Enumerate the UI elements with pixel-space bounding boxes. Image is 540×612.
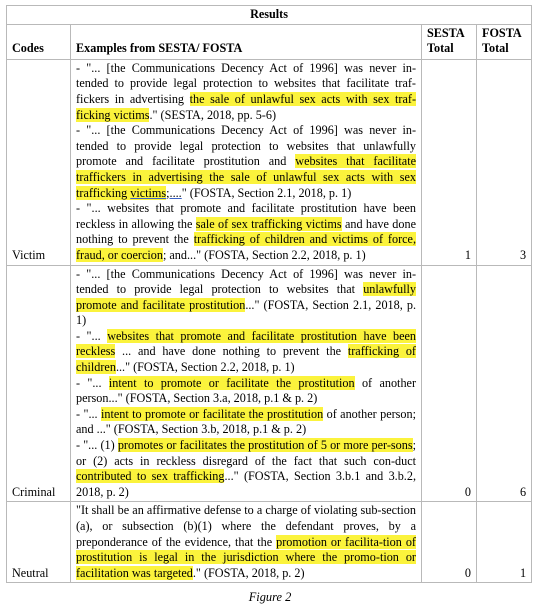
highlighted-text: websites that promote and facilitate prostitution have been reckless bbox=[76, 328, 416, 359]
fosta-total-cell: 1 bbox=[477, 502, 532, 583]
quote-text: ..." (FOSTA, Section 3.b.1 and 3.b.2, 2018, p. 2) bbox=[76, 469, 416, 499]
highlighted-text: intent to promote or facilitate the prostitution bbox=[108, 375, 355, 390]
results-table bbox=[6, 5, 532, 583]
sesta-total-cell: 1 bbox=[422, 59, 477, 265]
quote-text: - "... bbox=[76, 406, 101, 421]
quote-text: ; or (2) acts in reckless disregard of the fact that such con-duct bbox=[76, 438, 416, 468]
table-row-victim bbox=[7, 59, 532, 265]
header-fosta-total: FOSTA Total bbox=[477, 24, 532, 59]
example-quote bbox=[76, 61, 416, 123]
example-quote bbox=[76, 438, 416, 500]
code-cell: Victim bbox=[7, 59, 71, 265]
quote-text: ..." (FOSTA, Section 2.1, 2018, p. 1) bbox=[76, 297, 416, 328]
quote-text: - "... [the Communications Decency Act of 1996] was never in-tended to provide legal protection to websites that unlawfully promote and facilitate prostitution and bbox=[76, 123, 416, 169]
quote-text: ..." (FOSTA, Section 2.2, 2018, p. 1) bbox=[115, 360, 295, 375]
quote-text: of another person; and ..." (FOSTA, Section 3.b, 2018, p.1 & p. 2) bbox=[76, 406, 416, 437]
highlighted-text: trafficking of children bbox=[76, 344, 416, 375]
quote-text: ." (SESTA, 2018, pp. 5-6) bbox=[149, 107, 276, 122]
fosta-total-cell: 3 bbox=[477, 59, 532, 265]
quote-text: ;.... bbox=[166, 185, 182, 200]
quote-text: and have done nothing to prevent the bbox=[76, 216, 416, 247]
quote-text: - "... websites that promote and facilitate prostitution have been reckless in allowing the bbox=[76, 201, 416, 231]
quote-text: ... and have done nothing to prevent the bbox=[115, 344, 348, 359]
header-sesta-total: SESTA Total bbox=[422, 24, 477, 59]
highlighted-text: trafficking of children and victims of force, fraud, or coercion bbox=[76, 232, 416, 262]
example-quote bbox=[76, 267, 416, 329]
quote-text: - "... (1) bbox=[76, 438, 118, 453]
quote-text: - "... bbox=[76, 375, 109, 390]
examples-cell bbox=[71, 502, 422, 583]
quote-text: " (FOSTA, Section 2.1, 2018, p. 1) bbox=[181, 185, 352, 200]
header-row bbox=[7, 24, 532, 59]
table-row-neutral bbox=[7, 502, 532, 583]
example-quote bbox=[76, 329, 416, 376]
example-quote bbox=[76, 503, 416, 581]
quote-text: of another person..." (FOSTA, Section 3.a, 2018, p.1 & p. 2) bbox=[76, 375, 417, 406]
example-quote bbox=[76, 376, 416, 407]
examples-cell bbox=[71, 59, 422, 265]
header-codes: Codes bbox=[7, 24, 71, 59]
examples-cell bbox=[71, 265, 422, 502]
quote-text: ; and..." (FOSTA, Section 2.2, 2018, p. 1) bbox=[162, 247, 366, 262]
header-examples: Examples from SESTA/ FOSTA bbox=[71, 24, 422, 59]
highlighted-text: websites that facilitate traffickers in advertising the sale of unlawful sex acts with sex trafficking bbox=[76, 154, 417, 200]
quote-text: - "... bbox=[76, 328, 108, 343]
figure-caption: Figure 2 bbox=[248, 590, 292, 604]
quote-text: - "... [the Communications Decency Act of 1996] was never in-tended to provide legal protection to websites that facilitate traf-fickers in advertising bbox=[76, 60, 416, 106]
highlighted-text: promotion or facilita-tion of prostitution is legal in the jurisdiction where the promo-tion or facilitation was targeted bbox=[76, 534, 416, 580]
highlighted-text: the sale of unlawful sex acts with sex traf-ficking victims bbox=[76, 91, 417, 122]
quote-text: "It shall be an affirmative defense to a charge of violating sub-section (a), or subsection (b)(1) where the defendant proves, by a preponderance of the evidence, that the bbox=[76, 503, 416, 549]
code-cell: Criminal bbox=[7, 265, 71, 502]
highlighted-text: promotes or facilitates the prostitution of 5 or more per-sons bbox=[117, 438, 413, 453]
table-row-criminal bbox=[7, 265, 532, 502]
example-quote bbox=[76, 201, 416, 263]
highlighted-text: intent to promote or facilitate the prostitution bbox=[101, 406, 324, 421]
highlighted-text: sale of sex trafficking victims bbox=[195, 216, 342, 231]
highlighted-text: contributed to sex trafficking bbox=[76, 469, 225, 484]
table-title: Results bbox=[7, 6, 532, 25]
quote-text: - "... [the Communications Decency Act of 1996] was never in-tended to provide legal protection to websites that bbox=[76, 266, 416, 297]
fosta-total-cell: 6 bbox=[477, 265, 532, 502]
highlighted-text: victims bbox=[130, 185, 167, 200]
highlighted-text: unlawfully promote and facilitate prostitution bbox=[76, 282, 416, 312]
example-quote bbox=[76, 407, 416, 438]
example-quote bbox=[76, 123, 416, 201]
sesta-total-cell: 0 bbox=[422, 265, 477, 502]
sesta-total-cell: 0 bbox=[422, 502, 477, 583]
quote-text: ." (FOSTA, 2018, p. 2) bbox=[192, 565, 305, 580]
code-cell: Neutral bbox=[7, 502, 71, 583]
